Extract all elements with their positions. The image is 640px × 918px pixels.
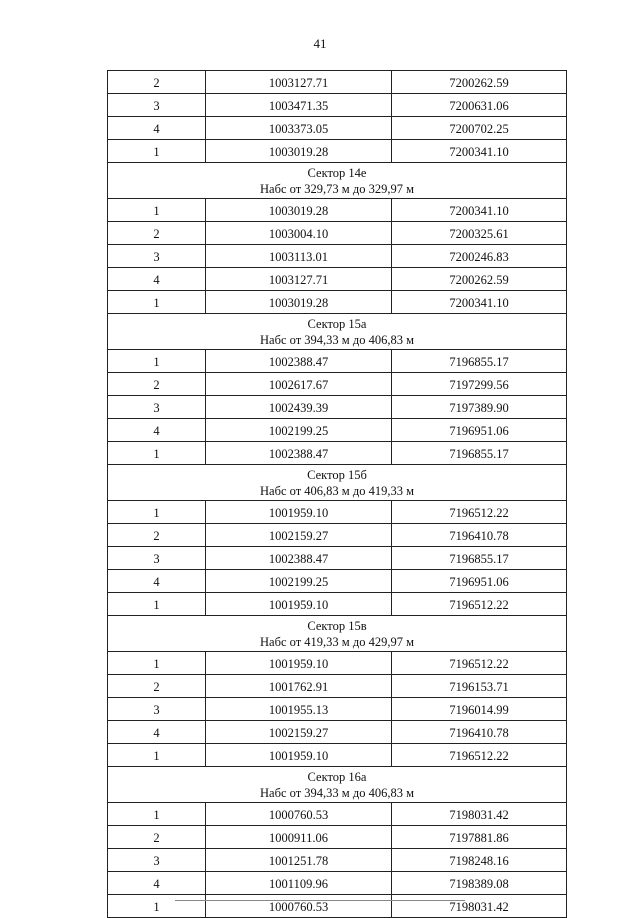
sector-height-range: Набс от 329,73 м до 329,97 м bbox=[260, 182, 414, 196]
point-number-cell: 3 bbox=[108, 396, 206, 419]
sector-title: Сектор 14е bbox=[307, 166, 367, 180]
point-number-cell: 4 bbox=[108, 721, 206, 744]
x-coordinate-cell: 1003127.71 bbox=[206, 268, 392, 291]
table-row bbox=[108, 698, 567, 721]
table-row bbox=[108, 396, 567, 419]
table-row bbox=[108, 895, 567, 918]
table-row bbox=[108, 826, 567, 849]
sector-header-cell bbox=[108, 465, 567, 501]
table-row bbox=[108, 373, 567, 396]
page-number: 41 bbox=[313, 36, 327, 51]
table-row bbox=[108, 350, 567, 373]
sector-height-range: Набс от 394,33 м до 406,83 м bbox=[260, 333, 414, 347]
table-row bbox=[108, 849, 567, 872]
x-coordinate-cell: 1002439.39 bbox=[206, 396, 392, 419]
x-coordinate-cell: 1003471.35 bbox=[206, 94, 392, 117]
point-number-cell: 1 bbox=[108, 199, 206, 222]
table-row bbox=[108, 71, 567, 94]
sector-title: Сектор 15б bbox=[307, 468, 367, 482]
sector-title: Сектор 16а bbox=[307, 770, 367, 784]
y-coordinate-cell: 7196855.17 bbox=[392, 442, 567, 465]
x-coordinate-cell: 1001959.10 bbox=[206, 501, 392, 524]
y-coordinate-cell: 7196951.06 bbox=[392, 570, 567, 593]
sector-height-range: Набс от 406,83 м до 419,33 м bbox=[260, 484, 414, 498]
y-coordinate-cell: 7196410.78 bbox=[392, 524, 567, 547]
x-coordinate-cell: 1002199.25 bbox=[206, 419, 392, 442]
table-row bbox=[108, 803, 567, 826]
y-coordinate-cell: 7198389.08 bbox=[392, 872, 567, 895]
x-coordinate-cell: 1002388.47 bbox=[206, 442, 392, 465]
coordinates-table bbox=[107, 70, 567, 918]
sector-header-cell bbox=[108, 616, 567, 652]
x-coordinate-cell: 1003019.28 bbox=[206, 199, 392, 222]
sector-header-cell bbox=[108, 767, 567, 803]
table-row bbox=[108, 524, 567, 547]
y-coordinate-cell: 7196153.71 bbox=[392, 675, 567, 698]
y-coordinate-cell: 7200702.25 bbox=[392, 117, 567, 140]
y-coordinate-cell: 7197389.90 bbox=[392, 396, 567, 419]
y-coordinate-cell: 7198031.42 bbox=[392, 803, 567, 826]
y-coordinate-cell: 7196512.22 bbox=[392, 652, 567, 675]
table-row bbox=[108, 140, 567, 163]
point-number-cell: 1 bbox=[108, 291, 206, 314]
table-row bbox=[108, 570, 567, 593]
point-number-cell: 4 bbox=[108, 117, 206, 140]
point-number-cell: 4 bbox=[108, 872, 206, 895]
table-row bbox=[108, 593, 567, 616]
sector-height-range: Набс от 419,33 м до 429,97 м bbox=[260, 635, 414, 649]
point-number-cell: 2 bbox=[108, 675, 206, 698]
y-coordinate-cell: 7200341.10 bbox=[392, 140, 567, 163]
point-number-cell: 3 bbox=[108, 245, 206, 268]
page-bottom-rule bbox=[175, 900, 465, 901]
table-row bbox=[108, 268, 567, 291]
point-number-cell: 2 bbox=[108, 222, 206, 245]
y-coordinate-cell: 7196512.22 bbox=[392, 593, 567, 616]
y-coordinate-cell: 7196512.22 bbox=[392, 501, 567, 524]
y-coordinate-cell: 7200246.83 bbox=[392, 245, 567, 268]
point-number-cell: 3 bbox=[108, 849, 206, 872]
sector-header-row bbox=[108, 616, 567, 652]
x-coordinate-cell: 1002388.47 bbox=[206, 350, 392, 373]
sector-header-row bbox=[108, 163, 567, 199]
point-number-cell: 4 bbox=[108, 570, 206, 593]
x-coordinate-cell: 1003019.28 bbox=[206, 291, 392, 314]
point-number-cell: 1 bbox=[108, 744, 206, 767]
y-coordinate-cell: 7200341.10 bbox=[392, 291, 567, 314]
table-row bbox=[108, 547, 567, 570]
y-coordinate-cell: 7196951.06 bbox=[392, 419, 567, 442]
sector-height-range: Набс от 394,33 м до 406,83 м bbox=[260, 786, 414, 800]
point-number-cell: 2 bbox=[108, 826, 206, 849]
point-number-cell: 1 bbox=[108, 140, 206, 163]
table-row bbox=[108, 222, 567, 245]
x-coordinate-cell: 1003004.10 bbox=[206, 222, 392, 245]
y-coordinate-cell: 7198031.42 bbox=[392, 895, 567, 918]
sector-header-row bbox=[108, 465, 567, 501]
y-coordinate-cell: 7196014.99 bbox=[392, 698, 567, 721]
x-coordinate-cell: 1003113.01 bbox=[206, 245, 392, 268]
sector-title: Сектор 15а bbox=[307, 317, 367, 331]
point-number-cell: 1 bbox=[108, 350, 206, 373]
sector-header-cell bbox=[108, 163, 567, 199]
table-row bbox=[108, 652, 567, 675]
y-coordinate-cell: 7196855.17 bbox=[392, 547, 567, 570]
x-coordinate-cell: 1003373.05 bbox=[206, 117, 392, 140]
table-row bbox=[108, 744, 567, 767]
y-coordinate-cell: 7197299.56 bbox=[392, 373, 567, 396]
table-row bbox=[108, 501, 567, 524]
y-coordinate-cell: 7200341.10 bbox=[392, 199, 567, 222]
point-number-cell: 1 bbox=[108, 652, 206, 675]
x-coordinate-cell: 1002617.67 bbox=[206, 373, 392, 396]
table-row bbox=[108, 117, 567, 140]
table-row bbox=[108, 291, 567, 314]
sector-title: Сектор 15в bbox=[307, 619, 367, 633]
x-coordinate-cell: 1000760.53 bbox=[206, 895, 392, 918]
x-coordinate-cell: 1002159.27 bbox=[206, 721, 392, 744]
table-row bbox=[108, 419, 567, 442]
x-coordinate-cell: 1002159.27 bbox=[206, 524, 392, 547]
x-coordinate-cell: 1000760.53 bbox=[206, 803, 392, 826]
y-coordinate-cell: 7198248.16 bbox=[392, 849, 567, 872]
table-row bbox=[108, 675, 567, 698]
x-coordinate-cell: 1000911.06 bbox=[206, 826, 392, 849]
y-coordinate-cell: 7200631.06 bbox=[392, 94, 567, 117]
point-number-cell: 1 bbox=[108, 895, 206, 918]
sector-header-row bbox=[108, 314, 567, 350]
y-coordinate-cell: 7196855.17 bbox=[392, 350, 567, 373]
point-number-cell: 2 bbox=[108, 524, 206, 547]
table-row bbox=[108, 94, 567, 117]
y-coordinate-cell: 7200325.61 bbox=[392, 222, 567, 245]
coordinates-table-body bbox=[108, 71, 567, 918]
y-coordinate-cell: 7196410.78 bbox=[392, 721, 567, 744]
x-coordinate-cell: 1002388.47 bbox=[206, 547, 392, 570]
sector-header-cell bbox=[108, 314, 567, 350]
x-coordinate-cell: 1001955.13 bbox=[206, 698, 392, 721]
point-number-cell: 3 bbox=[108, 94, 206, 117]
y-coordinate-cell: 7196512.22 bbox=[392, 744, 567, 767]
sector-header-row bbox=[108, 767, 567, 803]
point-number-cell: 4 bbox=[108, 268, 206, 291]
x-coordinate-cell: 1003127.71 bbox=[206, 71, 392, 94]
x-coordinate-cell: 1001109.96 bbox=[206, 872, 392, 895]
y-coordinate-cell: 7200262.59 bbox=[392, 71, 567, 94]
point-number-cell: 1 bbox=[108, 442, 206, 465]
x-coordinate-cell: 1001959.10 bbox=[206, 652, 392, 675]
point-number-cell: 1 bbox=[108, 593, 206, 616]
x-coordinate-cell: 1001959.10 bbox=[206, 593, 392, 616]
x-coordinate-cell: 1001251.78 bbox=[206, 849, 392, 872]
x-coordinate-cell: 1003019.28 bbox=[206, 140, 392, 163]
x-coordinate-cell: 1001762.91 bbox=[206, 675, 392, 698]
y-coordinate-cell: 7197881.86 bbox=[392, 826, 567, 849]
point-number-cell: 4 bbox=[108, 419, 206, 442]
table-row bbox=[108, 442, 567, 465]
point-number-cell: 3 bbox=[108, 547, 206, 570]
x-coordinate-cell: 1002199.25 bbox=[206, 570, 392, 593]
point-number-cell: 2 bbox=[108, 71, 206, 94]
table-row bbox=[108, 199, 567, 222]
point-number-cell: 2 bbox=[108, 373, 206, 396]
point-number-cell: 3 bbox=[108, 698, 206, 721]
table-row bbox=[108, 245, 567, 268]
point-number-cell: 1 bbox=[108, 803, 206, 826]
x-coordinate-cell: 1001959.10 bbox=[206, 744, 392, 767]
table-row bbox=[108, 721, 567, 744]
point-number-cell: 1 bbox=[108, 501, 206, 524]
y-coordinate-cell: 7200262.59 bbox=[392, 268, 567, 291]
table-row bbox=[108, 872, 567, 895]
